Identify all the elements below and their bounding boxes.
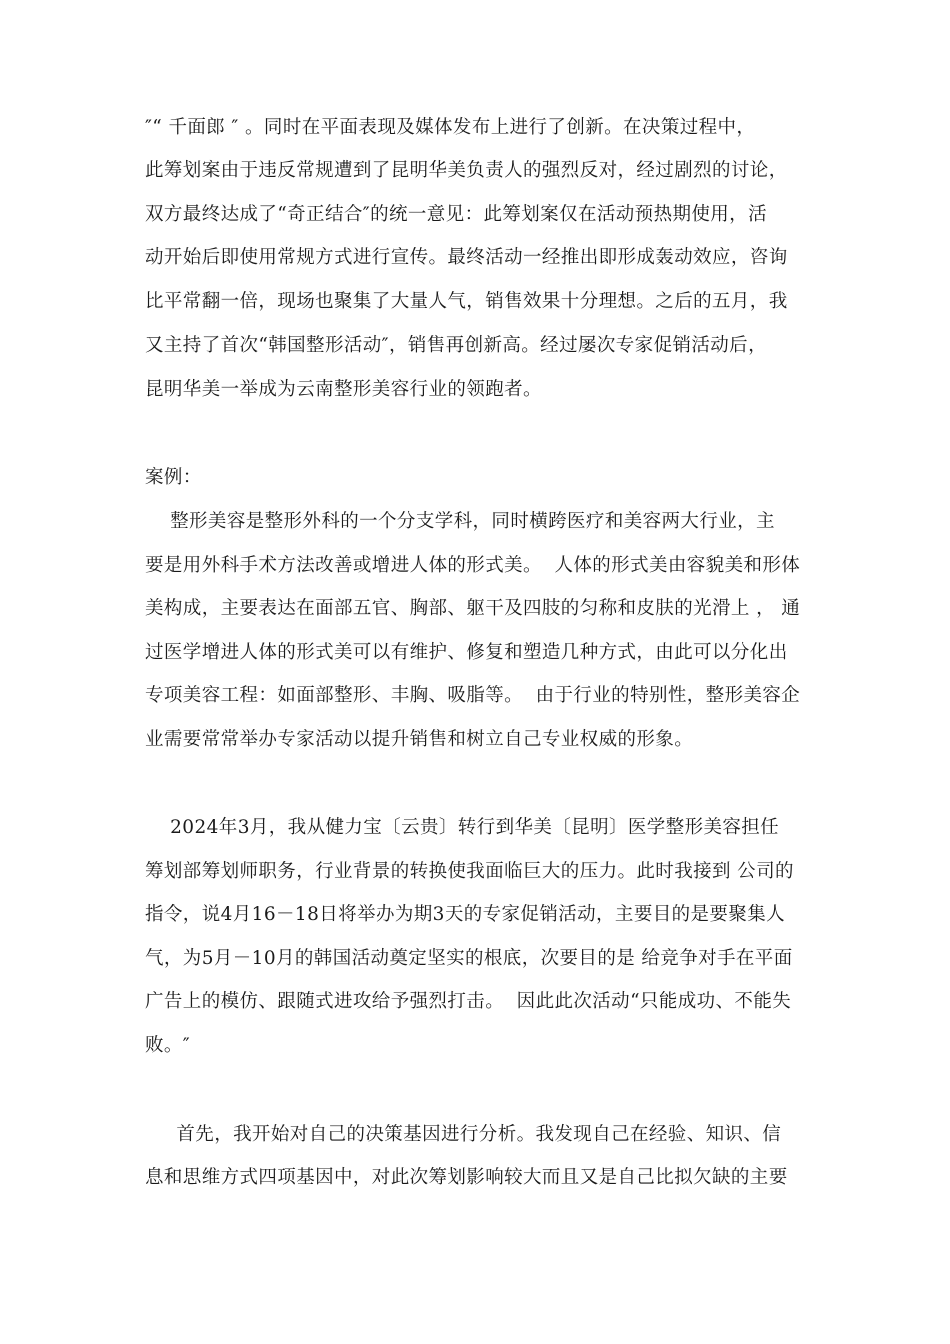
text-line: 动开始后即使用常规方式进行宣传。最终活动一经推出即形成轰动效应，咨询 bbox=[145, 247, 788, 268]
text-line: 首先，我开始对自己的决策基因进行分析。我发现自己在经验、知识、信 bbox=[145, 1124, 782, 1145]
text-line: 美构成，主要表达在面部五官、胸部、躯干及四肢的匀称和皮肤的光滑上 ， 通 bbox=[145, 598, 801, 619]
text-line: 2024年3月，我从健力宝〔云贵〕转行到华美〔昆明〕医学整形美容担任 bbox=[145, 817, 780, 838]
text-line: 专项美容工程：如面部整形、丰胸、吸脂等。 由于行业的特别性，整形美容企 bbox=[145, 685, 801, 706]
text-line: 息和思维方式四项基因中，对此次筹划影响较大而且又是自己比拟欠缺的主要 bbox=[145, 1167, 788, 1188]
text-line: 败。″ bbox=[145, 1035, 191, 1056]
text-line: 整形美容是整形外科的一个分支学科，同时横跨医疗和美容两大行业，主 bbox=[145, 511, 775, 532]
text-line: 又主持了首次“韩国整形活动″，销售再创新高。经过屡次专家促销活动后， bbox=[145, 335, 767, 356]
text-line: 筹划部筹划师职务，行业背景的转换使我面临巨大的压力。此时我接到 公司的 bbox=[145, 861, 794, 882]
text-line: 指令，说4月16－18日将举办为期3天的专家促销活动，主要目的是要聚集人 bbox=[145, 904, 786, 925]
text-line: 要是用外科手术方法改善或增进人体的形式美。 人体的形式美由容貌美和形体 bbox=[145, 555, 801, 576]
text-line: 气，为5月－10月的韩国活动奠定坚实的根底，次要目的是 给竞争对手在平面 bbox=[145, 948, 793, 969]
text-line: 广告上的模仿、跟随式进攻给予强烈打击。 因此此次活动“只能成功、不能失 bbox=[145, 991, 792, 1012]
text-line: 比平常翻一倍，现场也聚集了大量人气，销售效果十分理想。之后的五月，我 bbox=[145, 291, 788, 312]
text-line: 业需要常常举办专家活动以提升销售和树立自己专业权威的形象。 bbox=[145, 729, 694, 750]
text-line: ″“ 千面郎 ″ 。同时在平面表现及媒体发布上进行了创新。在决策过程中， bbox=[145, 117, 756, 138]
text-line: 双方最终达成了“奇正结合″的统一意见：此筹划案仅在活动预热期使用，活 bbox=[145, 204, 767, 225]
text-line: 过医学增进人体的形式美可以有维护、修复和塑造几种方式，由此可以分化出 bbox=[145, 642, 788, 663]
case-heading: 案例： bbox=[145, 467, 202, 488]
text-line: 昆明华美一举成为云南整形美容行业的领跑者。 bbox=[145, 379, 542, 400]
text-line: 此筹划案由于违反常规遭到了昆明华美负责人的强烈反对，经过剧烈的讨论， bbox=[145, 160, 788, 181]
